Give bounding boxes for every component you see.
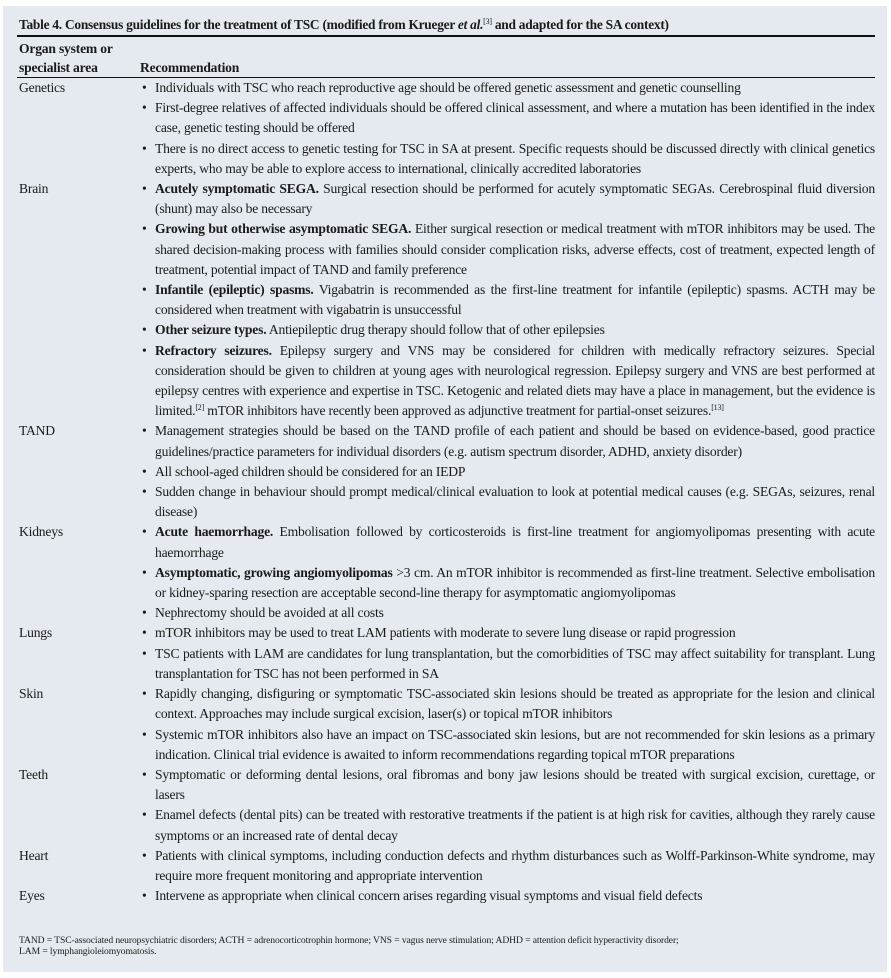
recommendation-item (140, 522, 875, 562)
recommendation-item (140, 341, 875, 422)
recommendation-item (140, 179, 875, 219)
table-row (19, 765, 875, 846)
caption-text: Table 4. Consensus guidelines for the treatment of TSC (modified from Krueger (19, 17, 458, 32)
recommendation-text: Management strategies should be based on the TAND profile of each patient and should be based on evidence-based, good practice guidelines/practice parameters for individual disorders (e.g. autism spectrum disorder, ADHD, anxiety disorder) (155, 423, 875, 459)
recommendation-item (140, 623, 875, 643)
recommendation-heading: Acute haemorrhage. (155, 524, 274, 540)
recommendation-text: >3 cm. An mTOR inhibitor is recommended as first-line treatment. Selective embolisation or kidney-sparing resection are acceptable second-line therapy for asymptomatic angiomyolipomas (155, 564, 875, 601)
organ-cell: Brain (19, 181, 49, 197)
recommendation-text: Vigabatrin is recommended as the first-line treatment for infantile (epileptic) spasms. ACTH may be considered when treatment with vigabatrin is unsuccessful (155, 282, 875, 318)
recommendation-item (140, 644, 875, 684)
recommendation-heading: Refractory seizures. (155, 342, 272, 358)
recommendation-item (140, 421, 875, 461)
recommendation-list (140, 846, 875, 886)
recommendation-list (140, 684, 875, 765)
organ-cell: Eyes (19, 888, 45, 904)
recommendation-item (140, 886, 875, 906)
table-body (19, 78, 875, 906)
table-header (19, 38, 875, 76)
recommendation-heading: Other seizure types. (155, 322, 267, 338)
citation-reference: [13] (711, 403, 724, 413)
recommendation-text: Patients with clinical symptoms, including conduction defects and rhythm disturbances such as Wolff-Parkinson-White syndrome, may require more frequent monitoring and appropriate intervention (155, 847, 875, 883)
recommendation-text: Intervene as appropriate when clinical concern arises regarding visual symptoms and visual field defects (155, 888, 703, 904)
recommendation-text: mTOR inhibitors may be used to treat LAM patients with moderate to severe lung disease or rapid progression (155, 625, 736, 641)
recommendation-heading: Acutely symptomatic SEGA. (155, 181, 319, 197)
recommendation-list (140, 623, 875, 684)
recommendation-text: Symptomatic or deforming dental lesions, oral fibromas and bony jaw lesions should be treated with surgical excision, curettage, or lasers (155, 766, 875, 803)
citation-reference: [2] (195, 403, 205, 413)
organ-cell: Kidneys (19, 524, 63, 540)
table-row (19, 522, 875, 623)
recommendation-item (140, 219, 875, 280)
recommendation-text: There is no direct access to genetic testing for TSC in SA at present. Specific requests should be discussed directly with clinical genetics experts, who may be able to explore access to international, clinically accredited laboratories (155, 140, 875, 176)
recommendation-text: Epilepsy surgery and VNS may be considered for children with medically refractory seizures. Special consideration should be given to children at young ages with neurological regression. Epilepsy surgery and VNS are best performed at epilepsy centres with experience and expertise in TSC. Ketogenic and related diets may have a place in management, but the evidence is limited. (155, 342, 875, 419)
recommendation-item (140, 320, 875, 340)
recommendation-item (140, 462, 875, 482)
top-rule (17, 35, 875, 37)
recommendation-item (140, 684, 875, 724)
recommendation-heading: Asymptomatic, growing angiomyolipomas (155, 564, 393, 580)
recommendation-text: TSC patients with LAM are candidates for lung transplantation, but the comorbidities of TSC may affect suitability for transplant. Lung transplantation for TSC has not been performed in SA (155, 645, 875, 681)
recommendation-text: First-degree relatives of affected individuals should be offered clinical assessment, and where a mutation has been identified in the index case, genetic testing should be offered (155, 100, 875, 136)
recommendation-item (140, 846, 875, 886)
recommendation-list (140, 78, 875, 179)
recommendation-item (140, 78, 875, 98)
organ-cell: Genetics (19, 80, 65, 95)
caption-italic: et al. (457, 17, 484, 32)
table-footnote (19, 935, 875, 957)
header-organ-line1: Organ system or (19, 41, 113, 56)
recommendation-list (140, 522, 875, 623)
table-caption (19, 16, 875, 34)
recommendation-text: Embolisation followed by corticosteroids is first-line treatment for angiomyolipomas presenting with acute haemorrhage (155, 524, 876, 560)
recommendation-item (140, 482, 875, 522)
caption-reference: [3] (483, 17, 492, 26)
organ-cell: TAND (19, 423, 55, 439)
recommendation-text: Either surgical resection or medical treatment with mTOR inhibitors may be used. The shared decision-making process with families should consider complication risks, adverse effects, cost of treatment, expected length of treatment, potential impact of TAND and family preference (155, 221, 876, 277)
recommendation-list (140, 886, 875, 906)
recommendation-list (140, 765, 875, 846)
recommendation-text: Systemic mTOR inhibitors also have an impact on TSC-associated skin lesions, but are not recommended for skin lesions as a primary indication. Clinical trial evidence is awaited to inform recommendations regarding topical mTOR preparations (155, 726, 875, 762)
recommendation-text-cont: mTOR inhibitors have recently been approved as adjunctive treatment for partial-onset seizures. (204, 403, 712, 419)
table-row (19, 623, 875, 684)
recommendation-item (140, 603, 875, 623)
footnote-line-2: LAM = lymphangioleiomyomatosis. (19, 946, 157, 957)
recommendation-text: Antiepileptic drug therapy should follow that of other epilepsies (266, 322, 605, 338)
organ-cell: Skin (19, 686, 44, 702)
recommendation-list (140, 179, 875, 421)
recommendation-text: Rapidly changing, disfiguring or symptomatic TSC-associated skin lesions should be treated as appropriate for the lesion and clinical context. Approaches may include surgical excision, laser(s) or topical mTOR inhibitors (155, 686, 875, 722)
recommendation-text: Surgical resection should be performed for acutely symptomatic SEGAs. Cerebrospinal fluid diversion (shunt) may also be necessary (155, 181, 875, 217)
header-recommendation: Recommendation (140, 60, 240, 75)
footnote-line-1: TAND = TSC-associated neuropsychiatric disorders; ACTH = adrenocorticotrophin hormone; VNS = vagus nerve stimulation; ADHD = attention deficit hyperactivity disorder; (19, 935, 679, 946)
header-organ-line2: specialist area (19, 60, 98, 75)
table-panel (3, 6, 887, 972)
recommendation-heading: Growing but otherwise asymptomatic SEGA. (155, 221, 412, 237)
recommendation-text: All school-aged children should be considered for an IEDP (155, 463, 466, 479)
recommendation-text: Nephrectomy should be avoided at all costs (155, 605, 384, 621)
table-row (19, 179, 875, 421)
recommendation-item (140, 280, 875, 320)
recommendation-item (140, 765, 875, 805)
caption-text-end: and adapted for the SA context) (491, 17, 669, 32)
organ-cell: Heart (19, 847, 49, 863)
table-row (19, 421, 875, 522)
recommendation-text: Sudden change in behaviour should prompt medical/clinical evaluation to look at potential medical causes (e.g. SEGAs, seizures, renal disease) (155, 484, 875, 520)
table-row (19, 846, 875, 886)
recommendation-item (140, 563, 875, 603)
recommendation-list (140, 421, 875, 522)
table-row (19, 886, 875, 906)
recommendation-item (140, 805, 875, 845)
recommendation-item (140, 725, 875, 765)
recommendation-text: Enamel defects (dental pits) can be treated with restorative treatments if the patient is at high risk for cavities, although they rarely cause symptoms or an increased rate of dental decay (155, 807, 875, 843)
recommendation-item (140, 98, 875, 138)
recommendation-item (140, 139, 875, 179)
organ-cell: Lungs (19, 625, 52, 641)
table-row (19, 78, 875, 179)
table-row (19, 684, 875, 765)
recommendation-text: Individuals with TSC who reach reproductive age should be offered genetic assessment and genetic counselling (155, 80, 741, 95)
organ-cell: Teeth (19, 766, 48, 782)
recommendation-heading: Infantile (epileptic) spasms. (155, 282, 314, 298)
